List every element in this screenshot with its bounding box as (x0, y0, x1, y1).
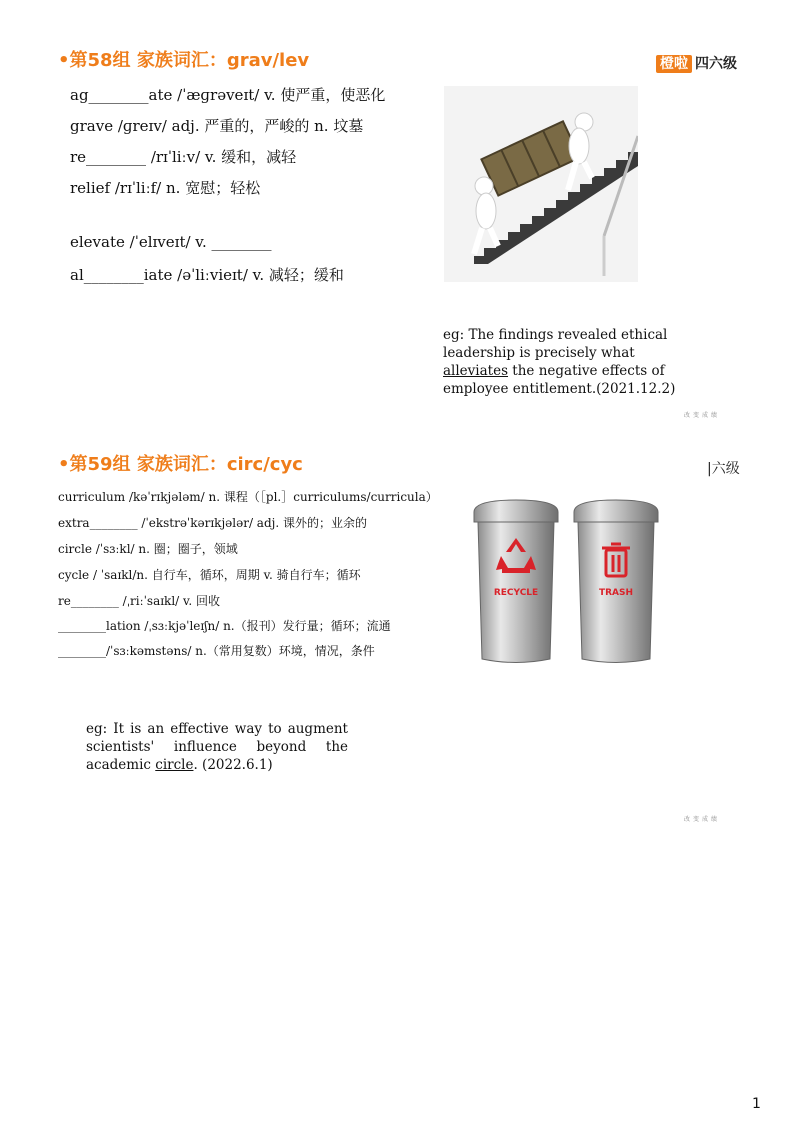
example-sentence: eg: The findings revealed ethical leadership is precisely what alleviates the negative effects of employee entitlement.(2021.12.2) (443, 327, 676, 397)
underlined-word: circle (155, 757, 194, 773)
recycle-bins-illustration (466, 494, 676, 674)
vocab-line: al________iate /əˈliːvieɪt/ v. 减轻；缓和 (70, 266, 344, 284)
vocab-line: curriculum /kəˈrɪkjələm/ n. 课程（［pl.］curriculums/curricula） (58, 490, 438, 504)
vocab-line: ag________ate /ˈæɡrəveɪt/ v. 使严重，使恶化 (70, 86, 386, 104)
page-number: 1 (752, 1096, 761, 1112)
brand-partial: |六级 (707, 461, 740, 477)
footer-mark: 改变成绩 (684, 816, 721, 823)
vocab-line: elevate /ˈelɪveɪt/ v. ________ (70, 233, 272, 251)
vocab-line: relief /rɪˈliːf/ n. 宽慰；轻松 (70, 179, 261, 197)
vocab-line: grave /ɡreɪv/ adj. 严重的，严峻的 n. 坟墓 (70, 117, 364, 135)
recycle-label: RECYCLE (493, 588, 539, 598)
section-58-title: •第58组 家族词汇：grav/lev (58, 50, 310, 71)
vocab-line: extra________ /ˈekstrəˈkərɪkjələr/ adj. 课外的；业余的 (58, 516, 367, 530)
vocab-line: cycle / ˈsaɪkl/n. 自行车，循环，周期 v. 骑自行车；循环 (58, 568, 361, 582)
brand-logo: 橙啦 四六级 (656, 53, 737, 73)
vocab-line: re________ /ˌriːˈsaɪkl/ v. 回收 (58, 594, 221, 608)
stairs-illustration (444, 86, 638, 282)
footer-mark: 改变成绩 (684, 412, 721, 419)
vocab-line: re________ /rɪˈliːv/ v. 缓和，减轻 (70, 148, 297, 166)
example-sentence: eg: It is an effective way to augment scientists' influence beyond the academic circle. (2022.6.1) (86, 721, 348, 773)
trash-label: TRASH (598, 588, 634, 598)
vocab-line: ________/ˈsɜːkəmstəns/ n.（常用复数）环境，情况，条件 (58, 644, 375, 658)
section-59-title: •第59组 家族词汇：circ/cyc (58, 454, 303, 475)
vocab-line: ________lation /ˌsɜːkjəˈleɪʃn/ n.（报刊）发行量；循环；流通 (58, 619, 391, 633)
vocab-line: circle /ˈsɜːkl/ n. 圈；圈子，领域 (58, 542, 238, 556)
underlined-word: alleviates (443, 363, 509, 379)
